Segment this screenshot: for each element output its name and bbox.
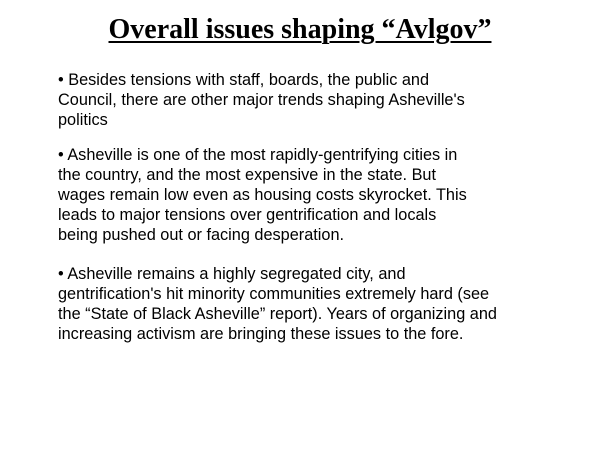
bullet-line: • Asheville remains a highly segregated city, and [58,265,406,283]
bullet-line: Council, there are other major trends shaping Asheville's [58,91,465,109]
bullet-line: the country, and the most expensive in the state. But [58,166,437,184]
bullet-line: being pushed out or facing desperation. [58,226,345,244]
slide-title-text: Overall issues shaping “Avlgov” [108,14,492,45]
bullet-item-tensions [58,70,578,130]
bullet-line: increasing activism are bringing these issues to the fore. [58,325,464,343]
bullet-line: politics [58,111,108,129]
bullet-item-gentrification [58,145,578,245]
slide-title [0,13,600,47]
bullet-line: gentrification's hit minority communities extremely hard (see [58,285,490,303]
bullet-item-segregation [58,264,578,344]
bullet-line: leads to major tensions over gentrification and locals [58,206,437,224]
bullet-line: the “State of Black Asheville” report). Years of organizing and [58,305,497,323]
bullet-line: • Asheville is one of the most rapidly-gentrifying cities in [58,146,458,164]
bullet-line: • Besides tensions with staff, boards, the public and [58,71,430,89]
bullet-line: wages remain low even as housing costs skyrocket. This [58,186,467,204]
